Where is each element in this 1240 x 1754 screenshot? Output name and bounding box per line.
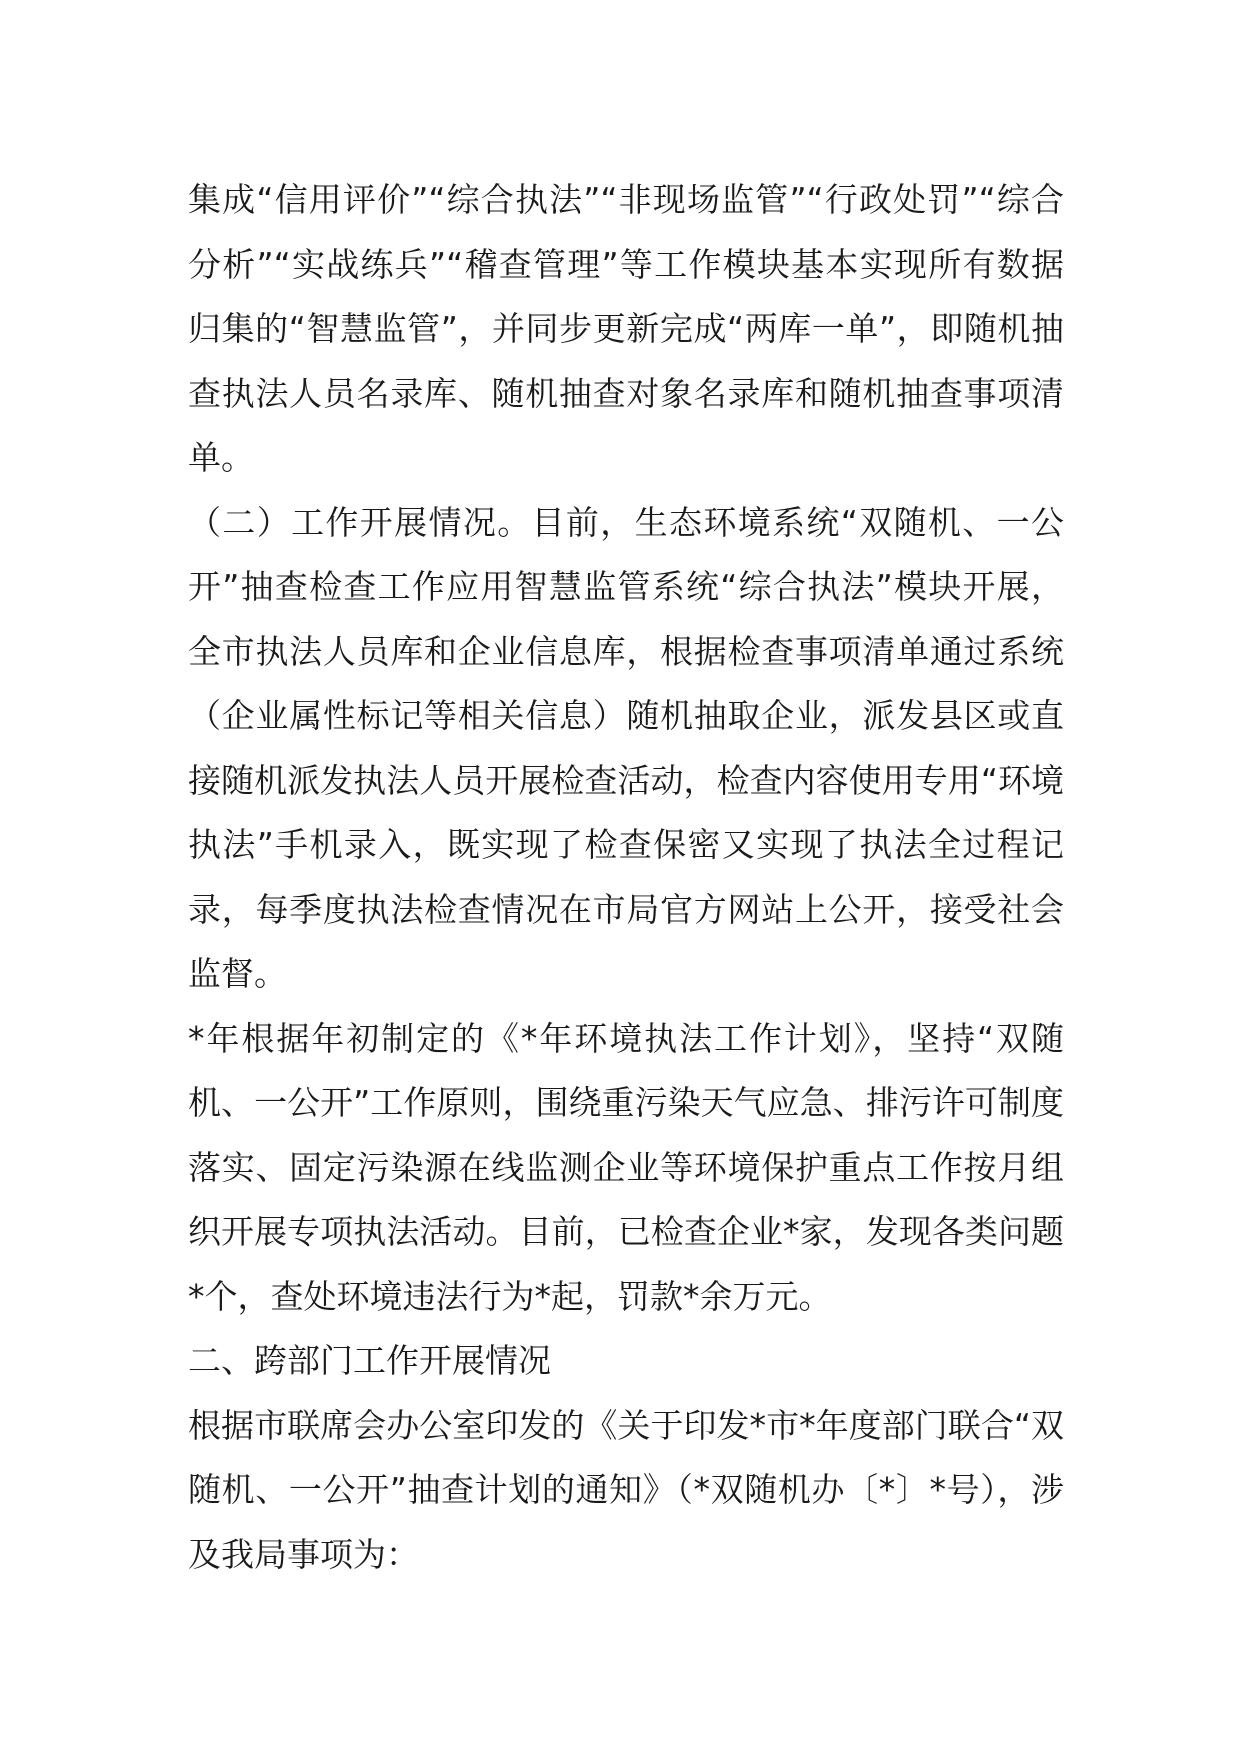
document-body (188, 168, 1064, 1587)
paragraph-joint-inspection-notice: 根据市联席会办公室印发的《关于印发*市*年度部门联合“双随机、一公开”抽查计划的通知》（*双随机办〔*〕*号），涉及我局事项为： (188, 1405, 1064, 1574)
paragraph-modules: 集成“信用评价”“综合执法”“非现场监管”“行政处罚”“综合分析”“实战练兵”“稽查管理”等工作模块基本实现所有数据归集的“智慧监管”，并同步更新完成“两库一单”，即随机抽查执法人员名录库、随机抽查对象名录库和随机抽查事项清单。 (188, 180, 1064, 477)
paragraph-work-status: （二）工作开展情况。目前，生态环境系统“双随机、一公开”抽查检查工作应用智慧监管系统“综合执法”模块开展，全市执法人员库和企业信息库，根据检查事项清单通过系统（企业属性标记等相关信息）随机抽取企业，派发县区或直接随机派发执法人员开展检查活动，检查内容使用专用“环境执法”手机录入，既实现了检查保密又实现了执法全过程记录，每季度执法检查情况在市局官方网站上公开，接受社会监督。 (188, 502, 1064, 993)
section-heading-cross-department: 二、跨部门工作开展情况 (188, 1341, 551, 1380)
paragraph-annual-plan: *年根据年初制定的《*年环境执法工作计划》，坚持“双随机、一公开”工作原则，围绕重污染天气应急、排污许可制度落实、固定污染源在线监测企业等环境保护重点工作按月组织开展专项执法活动。目前，已检查企业*家，发现各类问题*个，查处环境违法行为*起，罚款*余万元。 (188, 1018, 1064, 1316)
